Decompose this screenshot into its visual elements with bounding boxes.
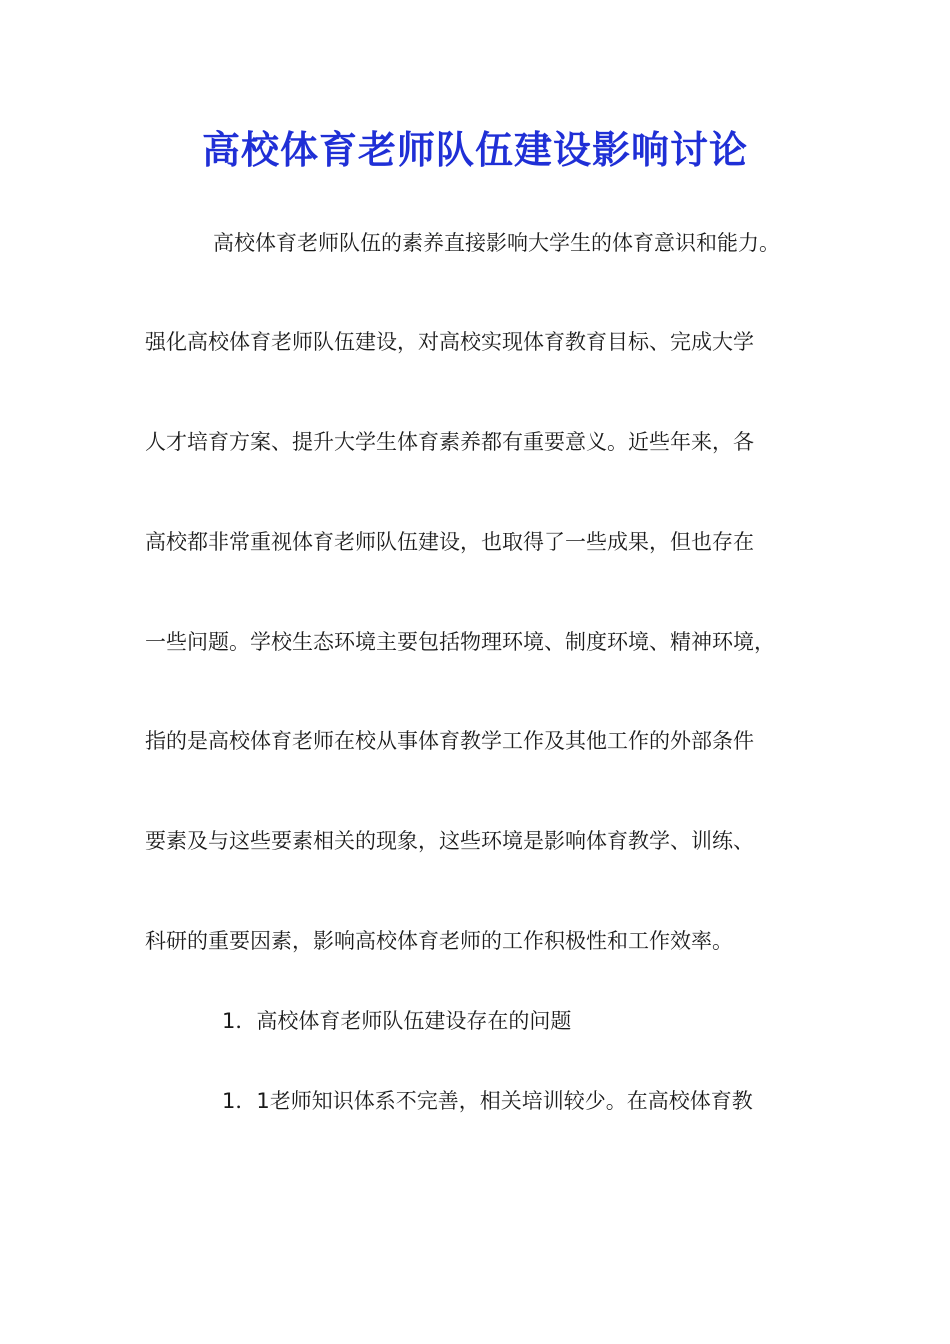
paragraph-line-7: 要素及与这些要素相关的现象，这些环境是影响体育教学、训练、 [145,829,754,853]
paragraph-line-5: 一些问题。学校生态环境主要包括物理环境、制度环境、精神环境， [145,630,775,654]
paragraph-line-4: 高校都非常重视体育老师队伍建设，也取得了一些成果，但也存在 [145,530,754,554]
paragraph-line-8: 科研的重要因素，影响高校体育老师的工作积极性和工作效率。 [145,929,733,953]
paragraph-line-3: 人才培育方案、提升大学生体育素养都有重要意义。近些年来，各 [145,430,754,454]
paragraph-line-6: 指的是高校体育老师在校从事体育教学工作及其他工作的外部条件 [145,729,754,753]
paragraph-line-1: 高校体育老师队伍的素养直接影响大学生的体育意识和能力。 [213,231,780,255]
page-title: 高校体育老师队伍建设影响讨论 [201,127,748,172]
paragraph-line-2: 强化高校体育老师队伍建设，对高校实现体育教育目标、完成大学 [145,330,754,354]
subsection-line: 1．1老师知识体系不完善，相关培训较少。在高校体育教 [222,1089,753,1113]
section-heading: 1．高校体育老师队伍建设存在的问题 [222,1009,572,1033]
